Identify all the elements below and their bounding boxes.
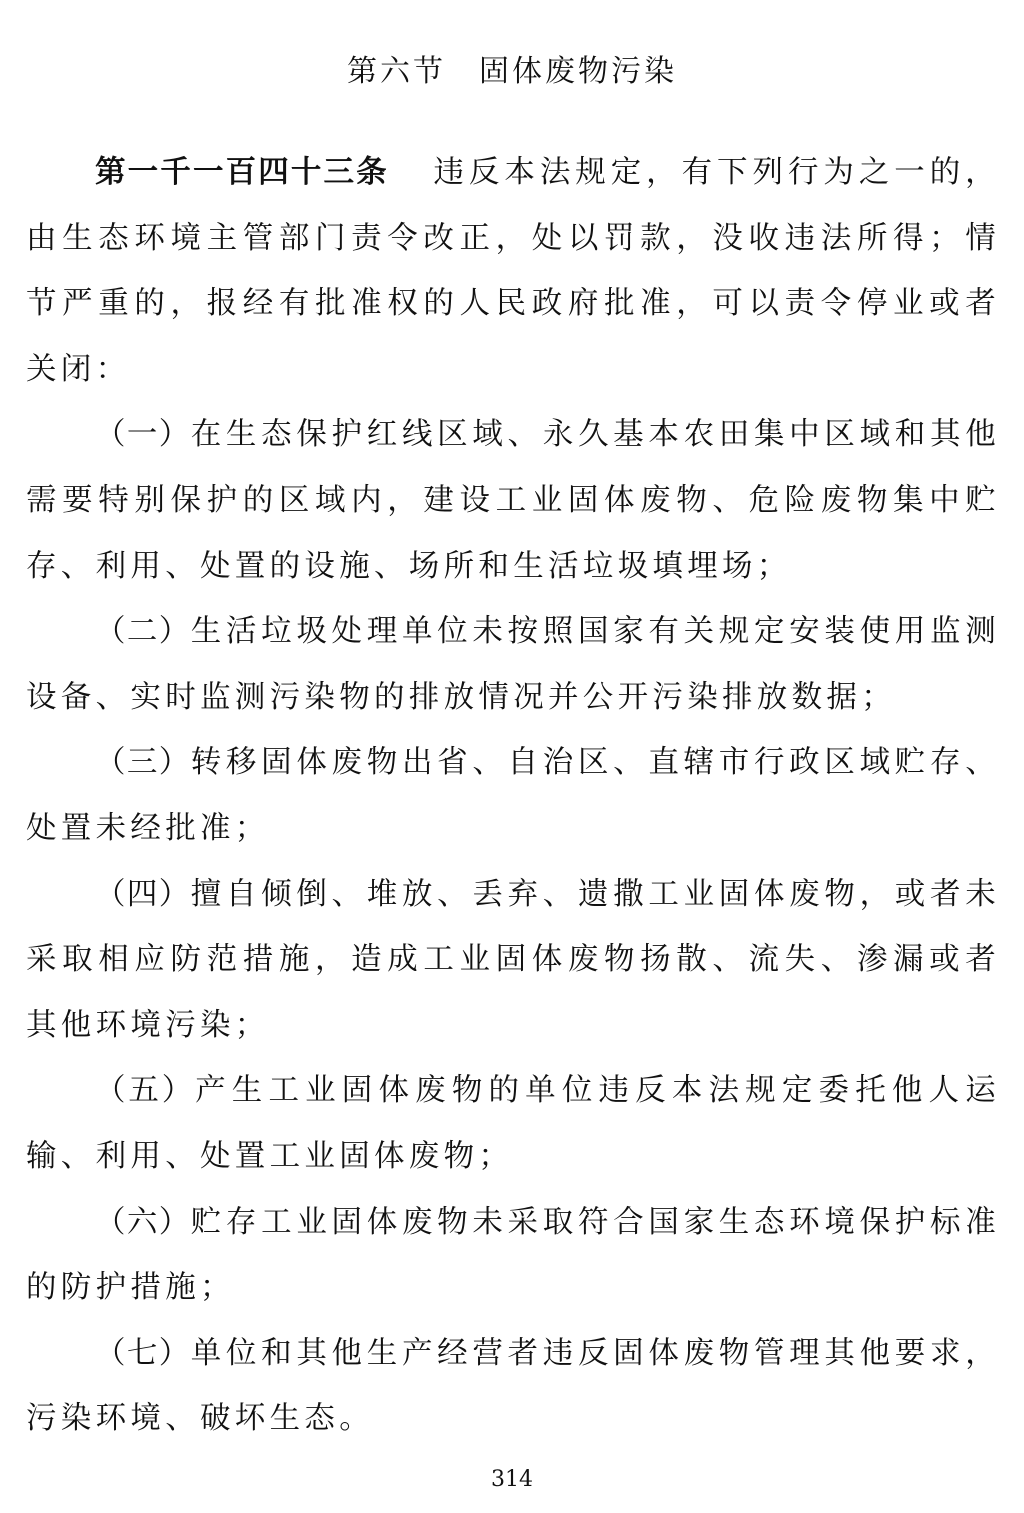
page-number: 314 [491, 1467, 533, 1492]
list-item [26, 1190, 1000, 1321]
list-item [26, 730, 1000, 861]
article-intro: 违反本法规定，有下列行为之一的，由生态环境主管部门责令改正，处以罚款，没收违法所得；情节严重的，报经有批准权的人民政府批准，可以责令停业或者关闭： [26, 155, 1000, 387]
list-item [26, 1058, 1000, 1189]
list-item [26, 1321, 1000, 1452]
item-marker: （一） [95, 417, 191, 453]
list-item [26, 862, 1000, 1059]
list-item [26, 599, 1000, 730]
section-title: 第六节 固体废物污染 [347, 54, 677, 89]
item-marker: （二） [95, 614, 191, 650]
item-text: 贮存工业固体废物未采取符合国家生态环境保护标准的防护措施； [26, 1204, 1000, 1306]
article-paragraph [26, 140, 1000, 402]
item-text: 生活垃圾处理单位未按照国家有关规定安装使用监测设备、实时监测污染物的排放情况并公开污染排放数据； [26, 614, 1000, 715]
item-marker: （六） [95, 1204, 191, 1240]
item-marker: （四） [95, 876, 191, 912]
item-text: 转移固体废物出省、自治区、直辖市行政区域贮存、处置未经批准； [26, 745, 1000, 846]
item-text: 擅自倾倒、堆放、丢弃、遗撒工业固体废物，或者未采取相应防范措施，造成工业固体废物扬散、流失、渗漏或者其他环境污染； [26, 876, 1000, 1043]
item-text: 产生工业固体废物的单位违反本法规定委托他人运输、利用、处置工业固体废物； [26, 1073, 1001, 1174]
item-text: 在生态保护红线区域、永久基本农田集中区域和其他需要特别保护的区域内，建设工业固体废物、危险废物集中贮存、利用、处置的设施、场所和生活垃圾填埋场； [26, 417, 1000, 584]
list-item [26, 402, 1000, 599]
item-marker: （五） [95, 1073, 196, 1109]
article-heading: 第一千一百四十三条 [95, 155, 389, 190]
item-marker: （三） [95, 745, 191, 781]
item-marker: （七） [95, 1335, 191, 1371]
item-text: 单位和其他生产经营者违反固体废物管理其他要求，污染环境、破坏生态。 [26, 1335, 1000, 1437]
article-body [26, 140, 1000, 1452]
